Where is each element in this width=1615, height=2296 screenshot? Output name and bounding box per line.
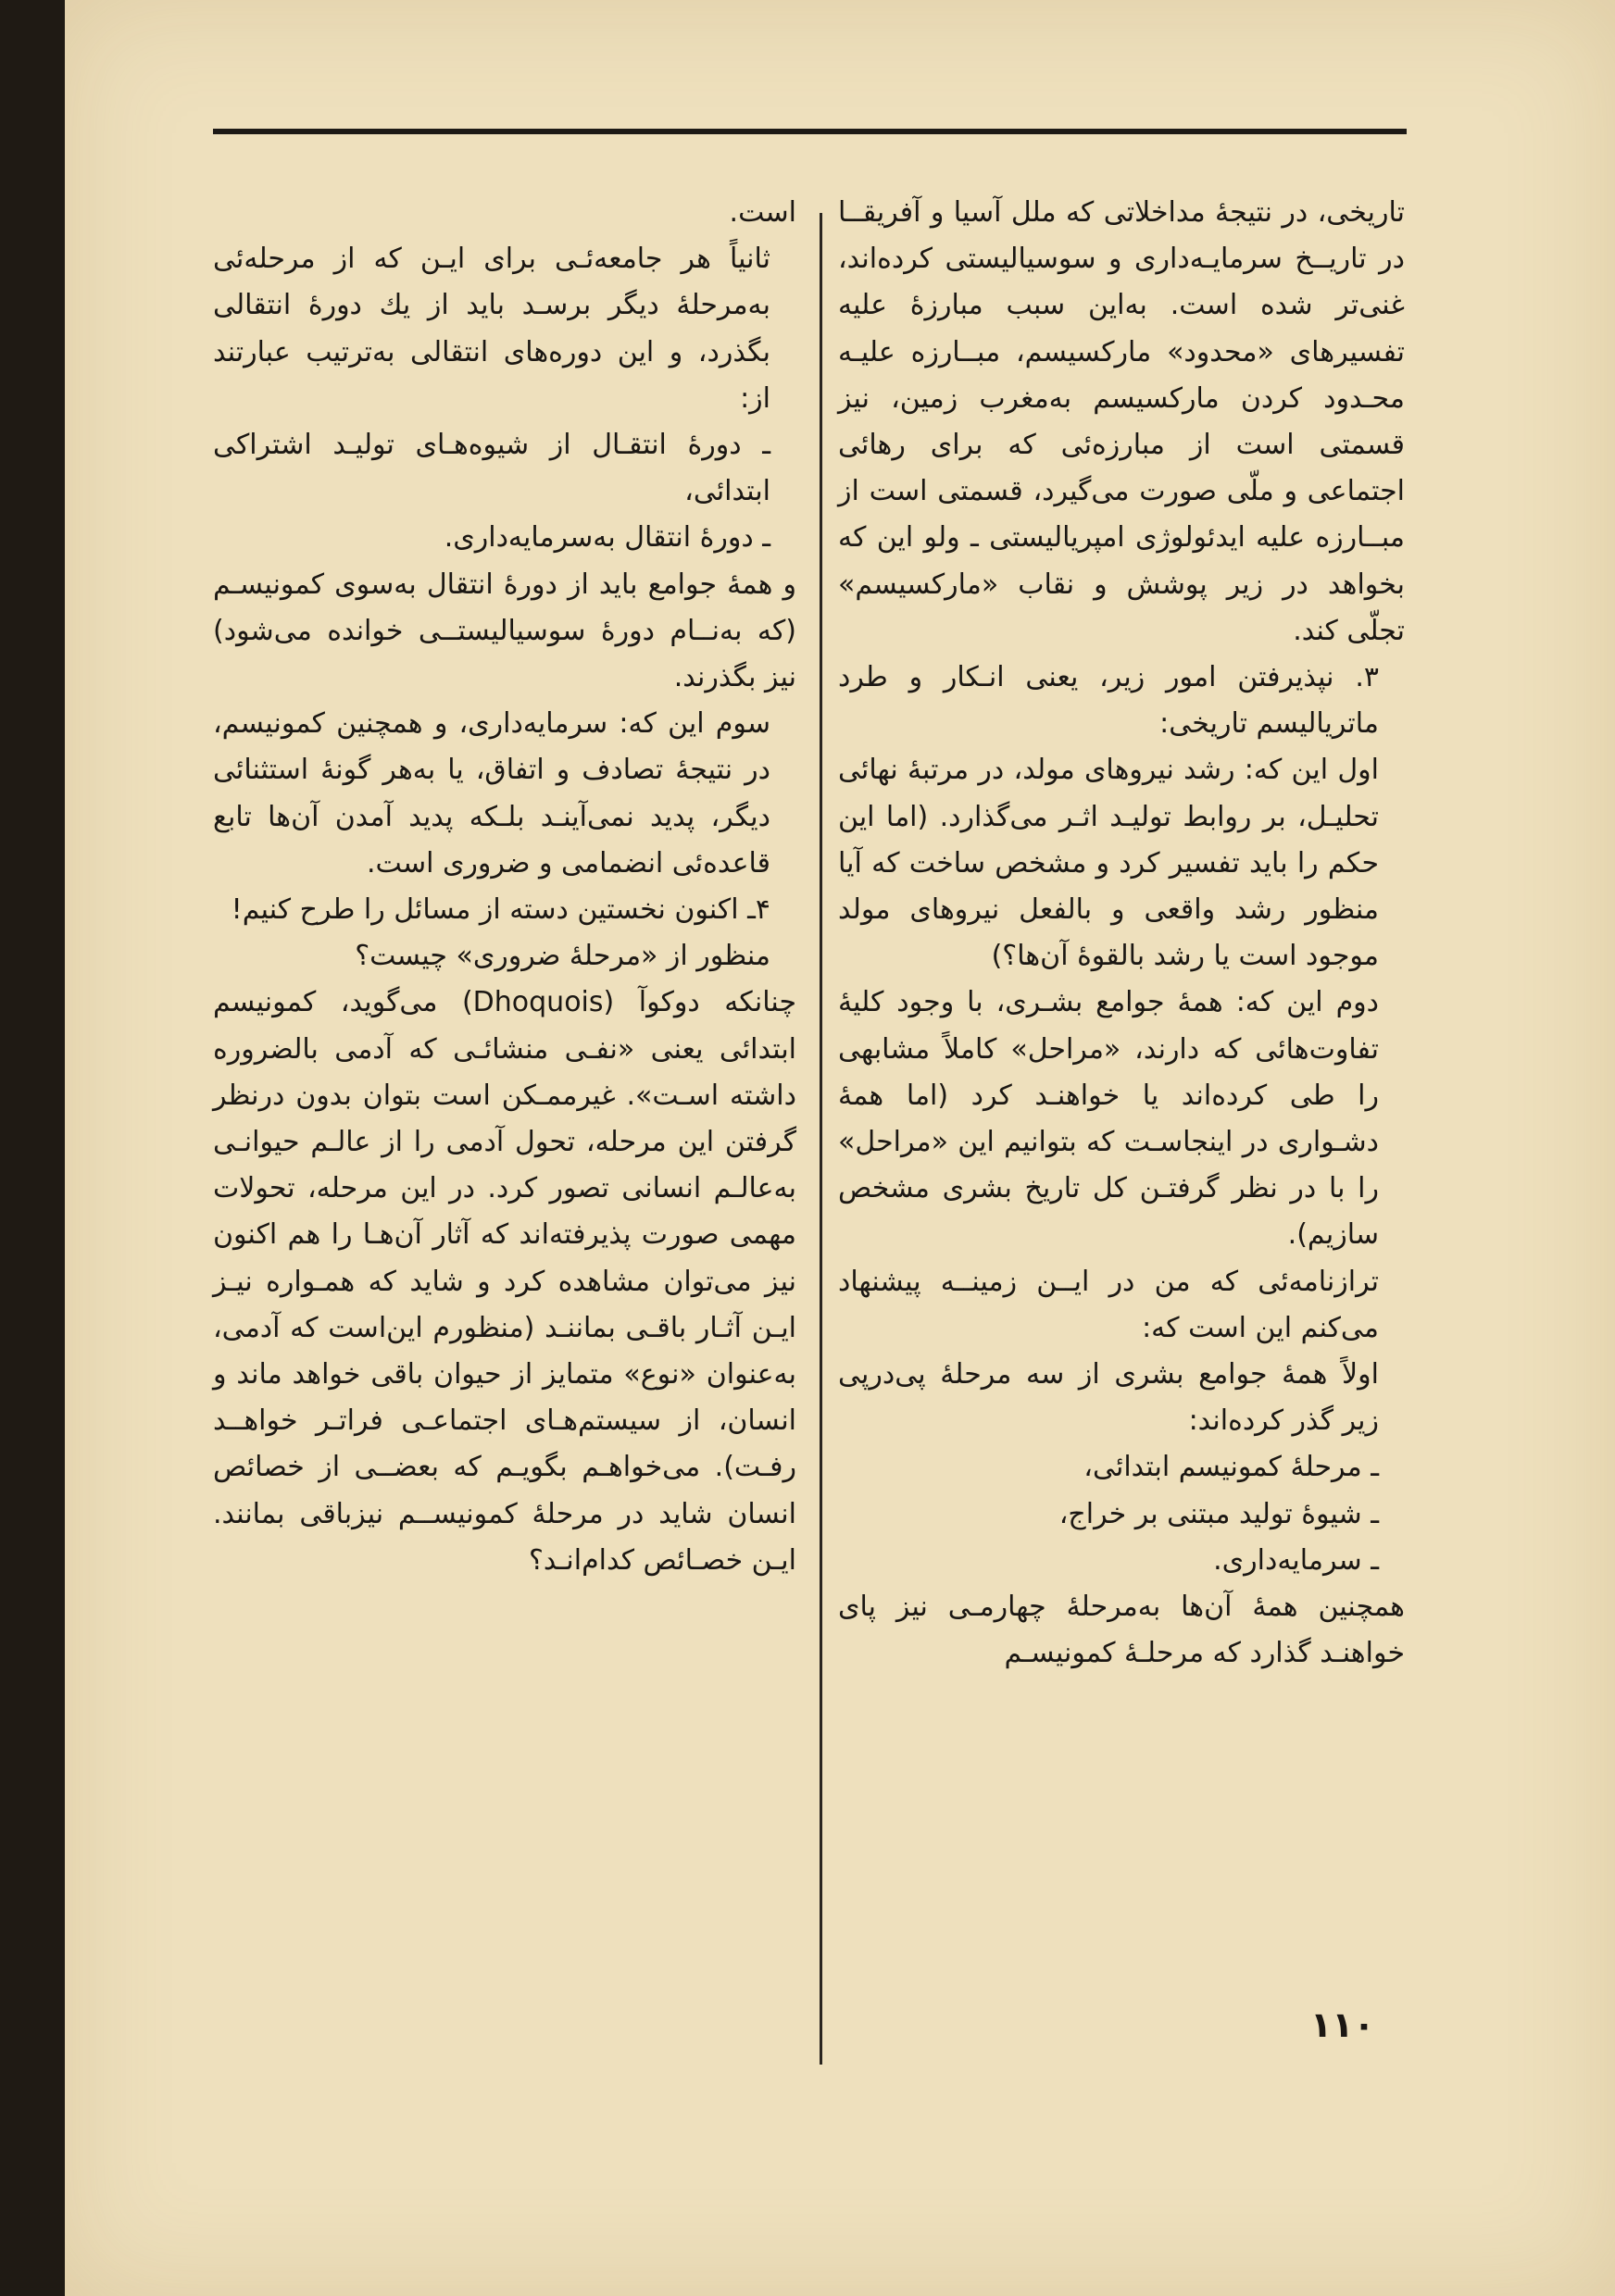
paragraph: اولاً همهٔ جوامع بشری از سه مرحلهٔ پی‌درپی زیر گذر کرده‌اند:: [838, 1358, 1379, 1438]
list-item: ـ سرمایه‌داری.: [1213, 1543, 1379, 1577]
paragraph: است.: [729, 196, 796, 229]
paragraph: ثانیاً هر جامعه‌ئـی برای ایـن که از مرحله‌ئی به‌مرحلهٔ دیگر برسـد باید از یك دورهٔ انتقالی بگذرد، و این دوره‌های انتقالی به‌ترتیب عبارتند از:: [213, 243, 770, 415]
header-rule: [213, 129, 1407, 134]
paragraph: تاریخی، در نتیجهٔ مداخلاتی که ملل آسیا و آفریقــا در تاریــخ سرمایـه‌داری و سوسیالیستی کرده‌اند، غنی‌تر شده است. به‌این سبب مبارزهٔ علیه تفسیرهای «محدود» مارکسیسم، مبــارزه علیـه محـدود کردن مارکسیسم به‌مغرب زمین، نیز قسمتی است از مبارزه‌ئی که برای رهائی اجتماعی و ملّی صورت می‌گیرد، قسمتی است از مبــارزه علیه ایدئولوژی امپریالیستی ـ ولو این که بخواهد در زیر پوشش و نقاب «مارکسیسم» تجلّی کند.: [838, 196, 1405, 647]
paragraph: منظور از «مرحلهٔ ضروری» چیست؟: [355, 940, 770, 973]
paragraph: اول این که: رشد نیروهای مولد، در مرتبهٔ نهائی تحلیـل، بر روابط تولیـد اثـر می‌گذارد. (اما این حکم را باید تفسیر کرد و مشخص ساخت که آیا منظور رشد واقعی و بالفعل نیروهای مولد موجود است یا رشد بالقوهٔ آن‌ها؟): [838, 754, 1379, 973]
scanned-page: [65, 0, 1615, 2296]
paragraph: ۳. نپذیرفتن امور زیر، یعنی انـکار و طرد ماتریالیسم تاریخی:: [838, 661, 1379, 741]
left-column: [213, 190, 796, 1584]
paragraph: ترازنامه‌ئی که من در ایــن زمینــه پیشنهاد می‌کنم این است که:: [838, 1265, 1379, 1344]
paragraph: همچنین همهٔ آن‌ها به‌مرحلهٔ چهارمـی نیز پای خواهنـد گذارد که مرحلـهٔ کمونیسـم: [838, 1591, 1405, 1670]
list-item: ـ شیوهٔ تولید مبتنی بر خراج،: [1058, 1497, 1379, 1530]
paragraph: دوم این که: همهٔ جوامع بشـری، با وجود کلیهٔ تفاوت‌هائی که دارند، «مراحل» کاملاً مشابهی را طی کرده‌اند یا خواهنـد کرد (اما همهٔ دشـواری در اینجاسـت که بتوانیم این «مراحل» را با در نظر گرفتـن کل تاریخ بشری مشخص سازیم).: [838, 986, 1379, 1252]
paragraph: سوم این که: سرمایه‌داری، و همچنین کمونیسم، در نتیجهٔ تصادف و اتفاق، یا به‌هر گونهٔ استثنائی دیگر، پدید نمی‌آینـد بلـکه پدید آمدن آن‌ها تابع قاعده‌ئی انضمامی و ضروری است.: [213, 707, 770, 880]
paragraph: چنانکه دوکوآ (Dhoquois) می‌گوید، کمونیسم ابتدائی یعنی «نفـی منشائـی که آدمی بالضروره داشته اسـت». غیرممـکن است بتوان بدون درنظر گرفتن این مرحله، تحول آدمی را از عالـم حیوانـی به‌عالـم انسانی تصور کرد. در این مرحله، تحولات مهمی صورت پذیرفته‌اند که آثار آن‌هـا را هم اکنون نیز می‌توان مشاهده کرد و شاید که همـواره نیـز ایـن آثـار باقـی بماننـد (منظورم این‌است که آدمی، به‌عنوان «نوع» متمایز از حیوان باقی خواهد ماند و انسان، از سیستم‌هـای اجتماعـی فراتـر خواهــد رفـت). می‌خواهـم بگویـم که بعضــی از خصائص انسان شاید در مرحلهٔ کمونیســم نیزباقی بمانند. ایـن خصـائص کدام‌انـد؟: [213, 986, 797, 1577]
list-item: ـ مرحلهٔ کمونیسم ابتدائی،: [1083, 1451, 1379, 1484]
list-item: ـ دورهٔ انتقال به‌سرمایه‌داری.: [444, 521, 770, 555]
column-divider: [820, 213, 822, 2065]
paragraph: ۴ـ اکنون نخستین دسته از مسائل را طرح کنیم!: [231, 893, 770, 927]
right-column: [838, 190, 1405, 1678]
list-item: ـ دورهٔ انتقـال از شیوه‌هـای تولیـد اشتراکی ابتدائی،: [213, 429, 770, 508]
page-number: ۱۱۰: [1310, 2004, 1375, 2045]
paragraph: و همهٔ جوامع باید از دورهٔ انتقال به‌سوی کمونیسـم (که به‌نــام دورهٔ سوسیالیستــی خوانده می‌شود) نیز بگذرند.: [213, 568, 796, 694]
